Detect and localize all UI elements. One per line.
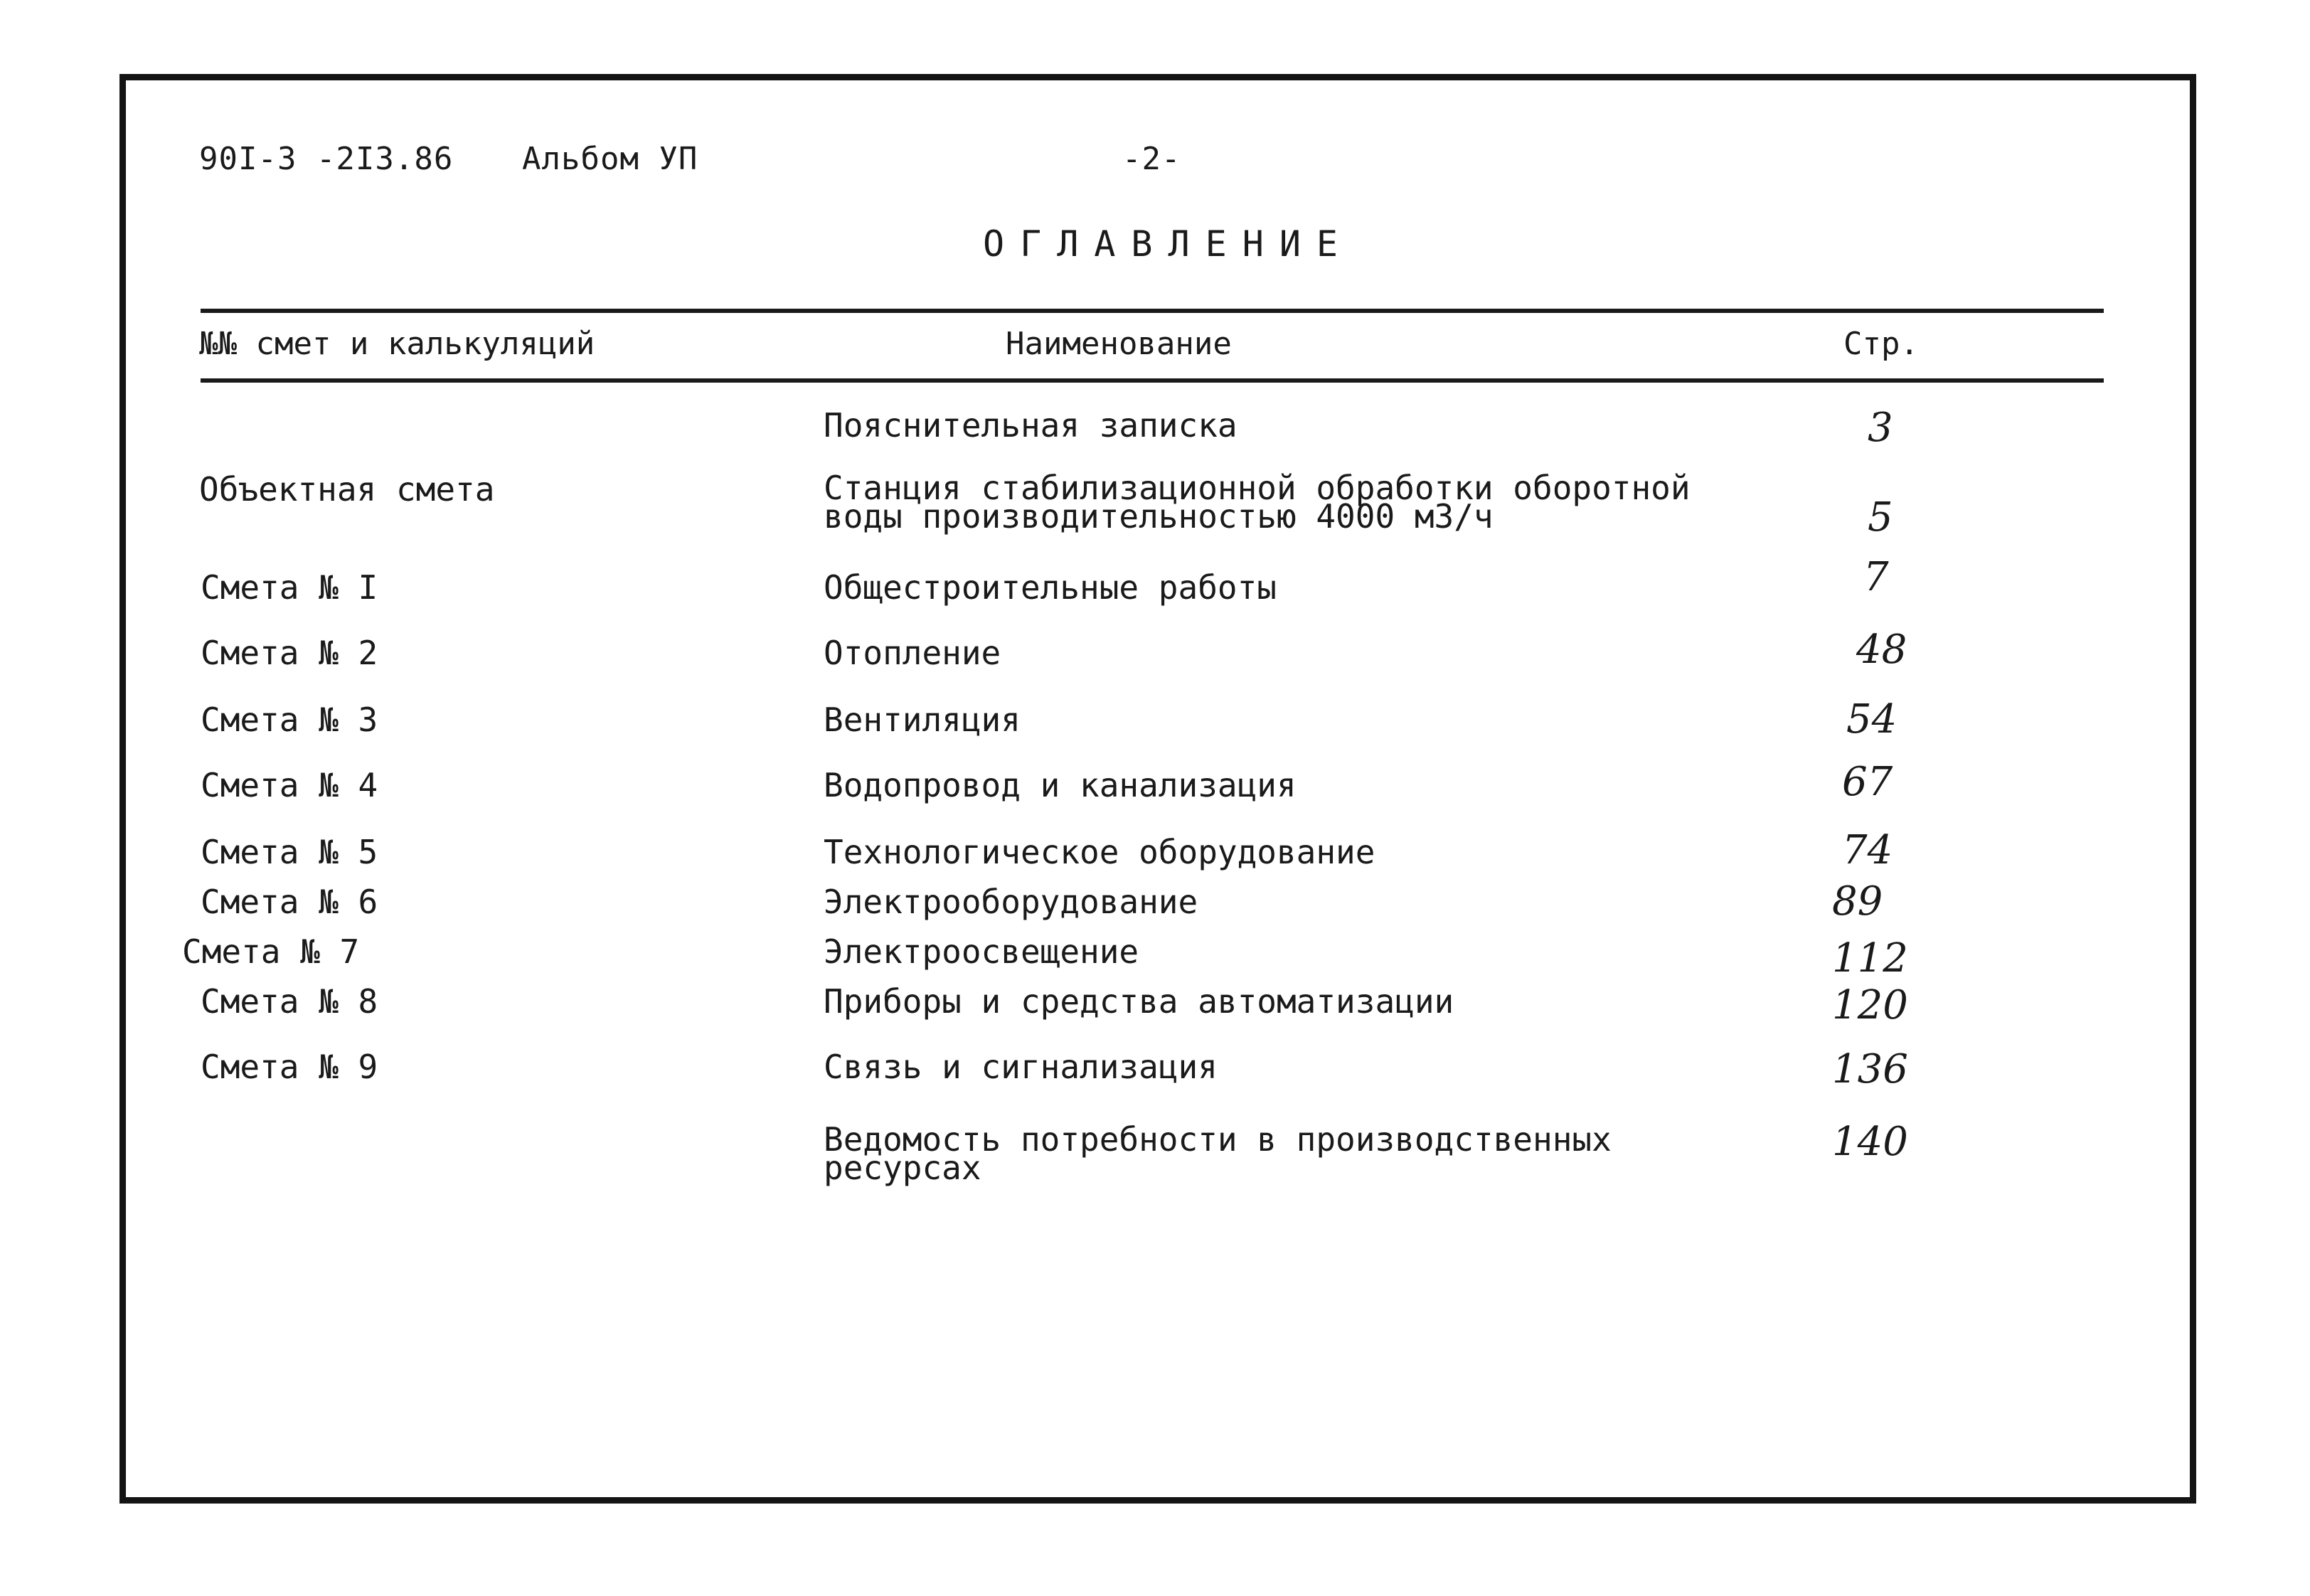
toc-page: 89 bbox=[1832, 878, 1883, 925]
toc-estimate: Смета № 2 bbox=[201, 634, 378, 672]
toc-name: Вентиляция bbox=[824, 701, 1021, 739]
page-number: -2- bbox=[1122, 141, 1181, 177]
toc-name: Связь и сигнализация bbox=[824, 1048, 1218, 1086]
toc-page: 112 bbox=[1832, 935, 1908, 981]
toc-page: 3 bbox=[1868, 405, 1893, 451]
column-header-name: Наименование bbox=[1006, 326, 1232, 362]
toc-estimate: Смета № 4 bbox=[201, 766, 378, 804]
album-label: Альбом УП bbox=[522, 141, 698, 177]
toc-estimate: Смета № 5 bbox=[201, 833, 378, 871]
header-bottom-rule bbox=[201, 378, 2104, 383]
toc-estimate: Объектная смета bbox=[199, 470, 495, 509]
toc-page: 74 bbox=[1842, 827, 1893, 873]
toc-name: Отопление bbox=[824, 634, 1001, 672]
toc-estimate: Смета № I bbox=[201, 568, 378, 607]
table-of-contents-title: ОГЛАВЛЕНИЕ bbox=[983, 223, 1354, 265]
toc-page: 5 bbox=[1868, 494, 1893, 541]
toc-name: Ведомость потребности в производственных ресурсах bbox=[824, 1120, 1612, 1187]
toc-estimate: Смета № 3 bbox=[201, 701, 378, 739]
toc-page: 48 bbox=[1856, 627, 1907, 673]
toc-name: Водопровод и канализация bbox=[824, 766, 1297, 804]
toc-name: Пояснительная записка bbox=[824, 406, 1238, 445]
toc-page: 54 bbox=[1846, 696, 1897, 743]
toc-name: Станция стабилизационной обработки оборотной воды производительностью 4000 м3/ч bbox=[824, 469, 1691, 536]
toc-estimate: Смета № 6 bbox=[201, 883, 378, 921]
toc-name: Приборы и средства автоматизации bbox=[824, 982, 1454, 1021]
toc-name: Электроосвещение bbox=[824, 932, 1139, 971]
header-top-rule bbox=[201, 309, 2104, 313]
toc-page: 120 bbox=[1832, 982, 1908, 1028]
document-number: 90I-3 -2I3.86 bbox=[199, 141, 454, 177]
column-header-page: Стр. bbox=[1843, 326, 1919, 362]
toc-estimate: Смета № 8 bbox=[201, 982, 378, 1021]
toc-name: Общестроительные работы bbox=[824, 568, 1277, 607]
toc-estimate: Смета № 7 bbox=[182, 932, 360, 971]
toc-page: 67 bbox=[1842, 759, 1893, 805]
toc-name: Электрооборудование bbox=[824, 883, 1198, 921]
toc-page: 7 bbox=[1863, 554, 1889, 600]
toc-estimate: Смета № 9 bbox=[201, 1048, 378, 1086]
toc-page: 140 bbox=[1832, 1119, 1908, 1165]
toc-page: 136 bbox=[1832, 1046, 1908, 1092]
column-header-estimates: №№ смет и калькуляций bbox=[199, 326, 595, 362]
toc-name: Технологическое оборудование bbox=[824, 833, 1375, 871]
